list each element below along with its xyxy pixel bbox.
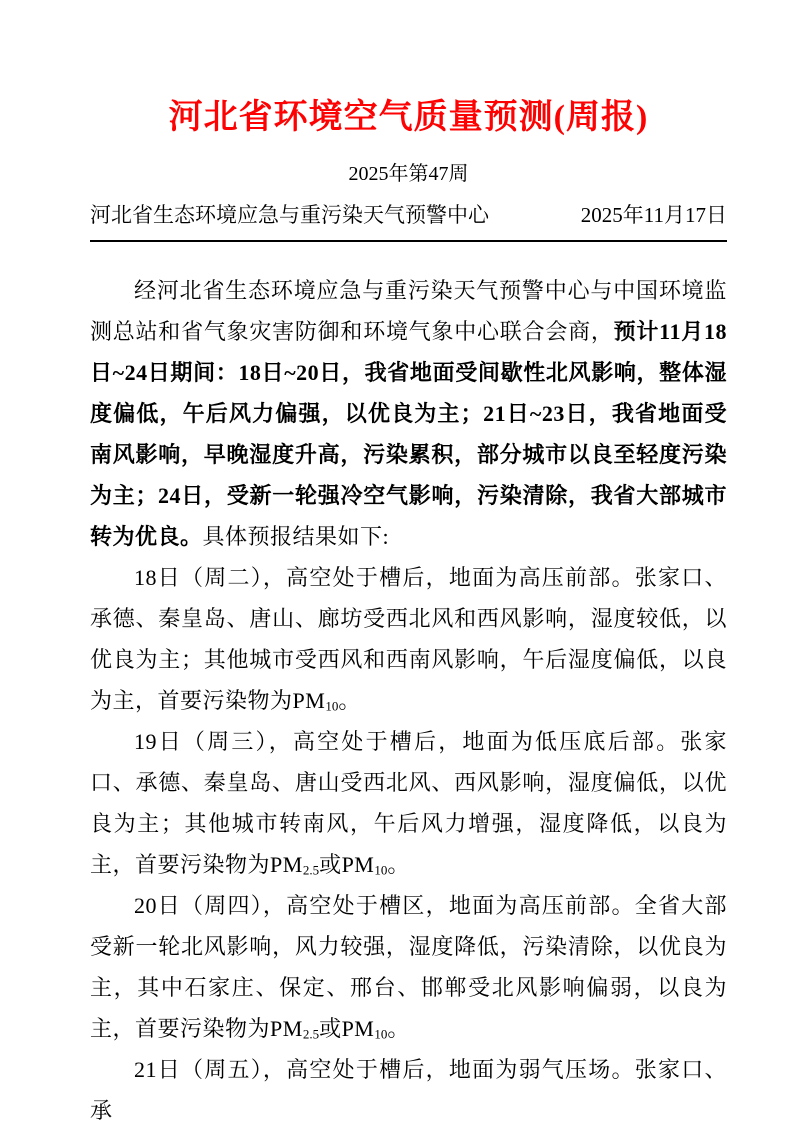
subscript-text: 2.5 — [302, 862, 320, 878]
paragraph-1 — [90, 270, 727, 557]
paragraph-text: 经河北省生态环境应急与重污染天气预警中心与中国环境监测总站和省气象灾害防御和环境气象中心联合会商， — [90, 277, 727, 344]
paragraph-3 — [90, 721, 727, 885]
paragraph-text: 。 — [387, 1015, 410, 1041]
paragraph-text: 20日（周四），高空处于槽区，地面为高压前部。全省大部受新一轮北风影响，风力较强，湿度降低，污染清除，以优良为主，其中石家庄、保定、邢台、邯郸受北风影响偏弱，以良为主，首要污染物为PM — [90, 892, 727, 1041]
paragraph-text: 19日（周三），高空处于槽后，地面为低压底后部。张家口、承德、秦皇岛、唐山受西北风、西风影响，湿度偏低，以优良为主；其他城市转南风，午后风力增强，湿度降低，以良为主，首要污染物为PM — [90, 728, 727, 877]
issue-date: 2025年11月17日 — [580, 202, 727, 227]
paragraph-text: 18日（周二），高空处于槽后，地面为高压前部。张家口、承德、秦皇岛、唐山、廊坊受西北风和西风影响，湿度较低，以优良为主；其他城市受西风和西南风影响，午后湿度偏低，以良为主，首要污染物为PM — [90, 564, 727, 713]
issuing-org: 河北省生态环境应急与重污染天气预警中心 — [90, 202, 489, 227]
paragraph-text: 21日（周五），高空处于槽后，地面为弱气压场。张家口、承 — [90, 1056, 727, 1122]
paragraph-2 — [90, 557, 727, 721]
week-number: 2025年第47周 — [348, 162, 469, 185]
document-title: 河北省环境空气质量预测(周报) — [168, 99, 649, 136]
paragraph-text: 或PM — [319, 851, 375, 877]
subscript-text: 10 — [374, 1026, 388, 1042]
paragraph-text: 具体预报结果如下: — [202, 523, 390, 549]
byline-row — [90, 203, 727, 227]
document-body — [90, 270, 727, 1122]
subscript-text: 2.5 — [302, 1026, 320, 1042]
paragraph-4 — [90, 885, 727, 1049]
header-divider — [90, 240, 727, 242]
paragraph-5 — [90, 1049, 727, 1122]
paragraph-text: 预计11月18日~24日期间：18日~20日，我省地面受间歇性北风影响，整体湿度偏低，午后风力偏强，以优良为主；21日~23日，我省地面受南风影响，早晚湿度升高，污染累积，部分城市以良至轻度污染为主；24日，受新一轮强冷空气影响，污染清除，我省大部城市转为优良。 — [90, 318, 727, 549]
paragraph-text: 或PM — [319, 1015, 375, 1041]
subscript-text: 10 — [374, 862, 388, 878]
paragraph-text: 。 — [338, 687, 361, 713]
document-header — [90, 100, 727, 242]
paragraph-text: 。 — [387, 851, 410, 877]
subscript-text: 10 — [325, 698, 339, 714]
